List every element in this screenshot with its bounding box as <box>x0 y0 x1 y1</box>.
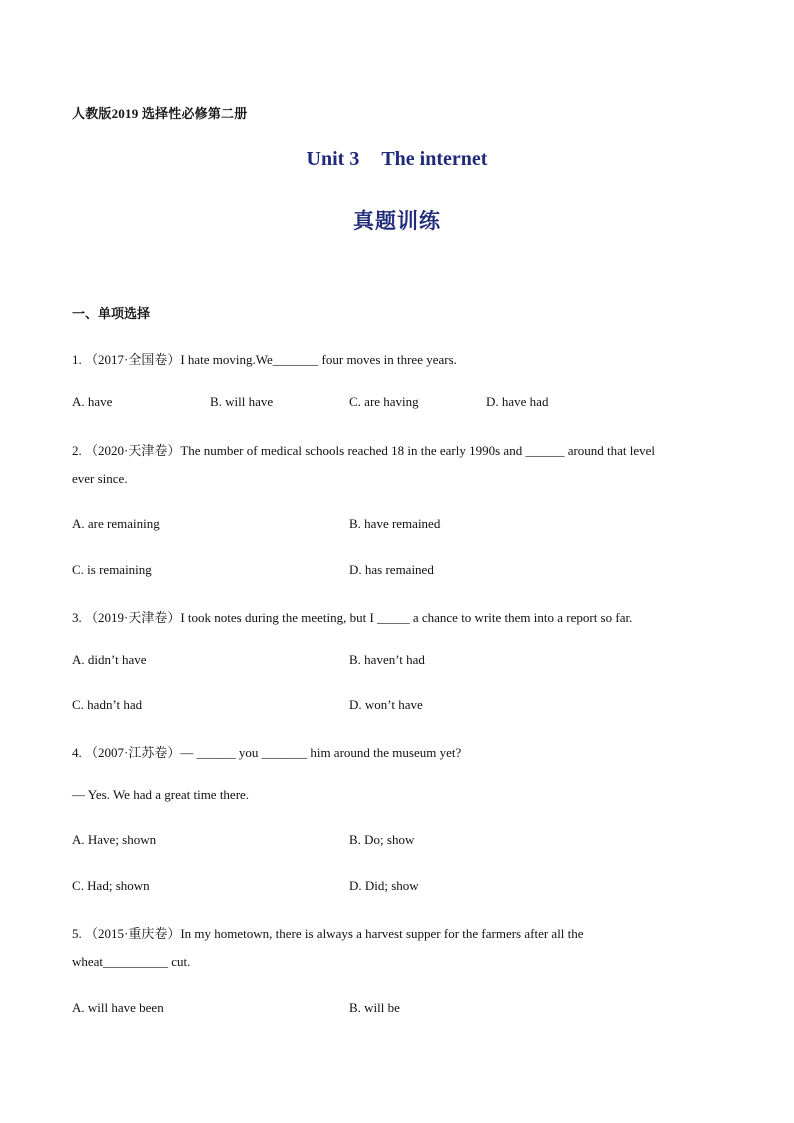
question-2-option-b: B. have remained <box>349 516 441 531</box>
question-3-option-c: C. hadn’t had <box>72 697 143 712</box>
question-3-option-a: A. didn’t have <box>72 652 147 667</box>
question-1-option-b: B. will have <box>210 394 274 409</box>
question-2-option-c: C. is remaining <box>72 562 152 577</box>
question-5-stem-cont: wheat__________ cut. <box>72 954 191 969</box>
question-4-option-c: C. Had; shown <box>72 878 150 893</box>
question-1-option-a: A. have <box>72 394 113 409</box>
question-1-stem: 1. （2017·全国卷）I hate moving.We_______ four moves in three years. <box>72 352 457 367</box>
unit-title <box>0 148 794 171</box>
question-4-option-a: A. Have; shown <box>72 832 157 847</box>
question-5-option-b: B. will be <box>349 1000 400 1015</box>
question-5-stem: 5. （2015·重庆卷）In my hometown, there is always a harvest supper for the farmers after all the <box>72 926 584 941</box>
question-5-option-a: A. will have been <box>72 1000 164 1015</box>
question-2-stem: 2. （2020·天津卷）The number of medical schools reached 18 in the early 1990s and ______ around that level <box>72 443 656 458</box>
question-3-option-b: B. haven’t had <box>349 652 425 667</box>
question-3-option-d: D. won’t have <box>349 697 423 712</box>
question-4-stem: 4. （2007·江苏卷）— ______ you _______ him around the museum yet? <box>72 745 462 760</box>
question-4-reply: — Yes. We had a great time there. <box>72 787 250 802</box>
question-4-option-b: B. Do; show <box>349 832 415 847</box>
question-4-option-d: D. Did; show <box>349 878 419 893</box>
question-2-stem-cont: ever since. <box>72 471 128 486</box>
question-1-option-d: D. have had <box>486 394 549 409</box>
page-subtitle: 真题训练 <box>353 209 441 233</box>
unit-number: Unit 3 <box>306 148 360 170</box>
question-1-option-c: C. are having <box>349 394 419 409</box>
section-heading: 一、单项选择 <box>72 306 151 321</box>
question-3-stem: 3. （2019·天津卷）I took notes during the meeting, but I _____ a chance to write them into a report so far. <box>72 610 633 625</box>
textbook-name: 人教版2019 选择性必修第二册 <box>72 106 248 121</box>
question-2-option-a: A. are remaining <box>72 516 160 531</box>
unit-name: The internet <box>381 148 488 170</box>
question-2-option-d: D. has remained <box>349 562 434 577</box>
